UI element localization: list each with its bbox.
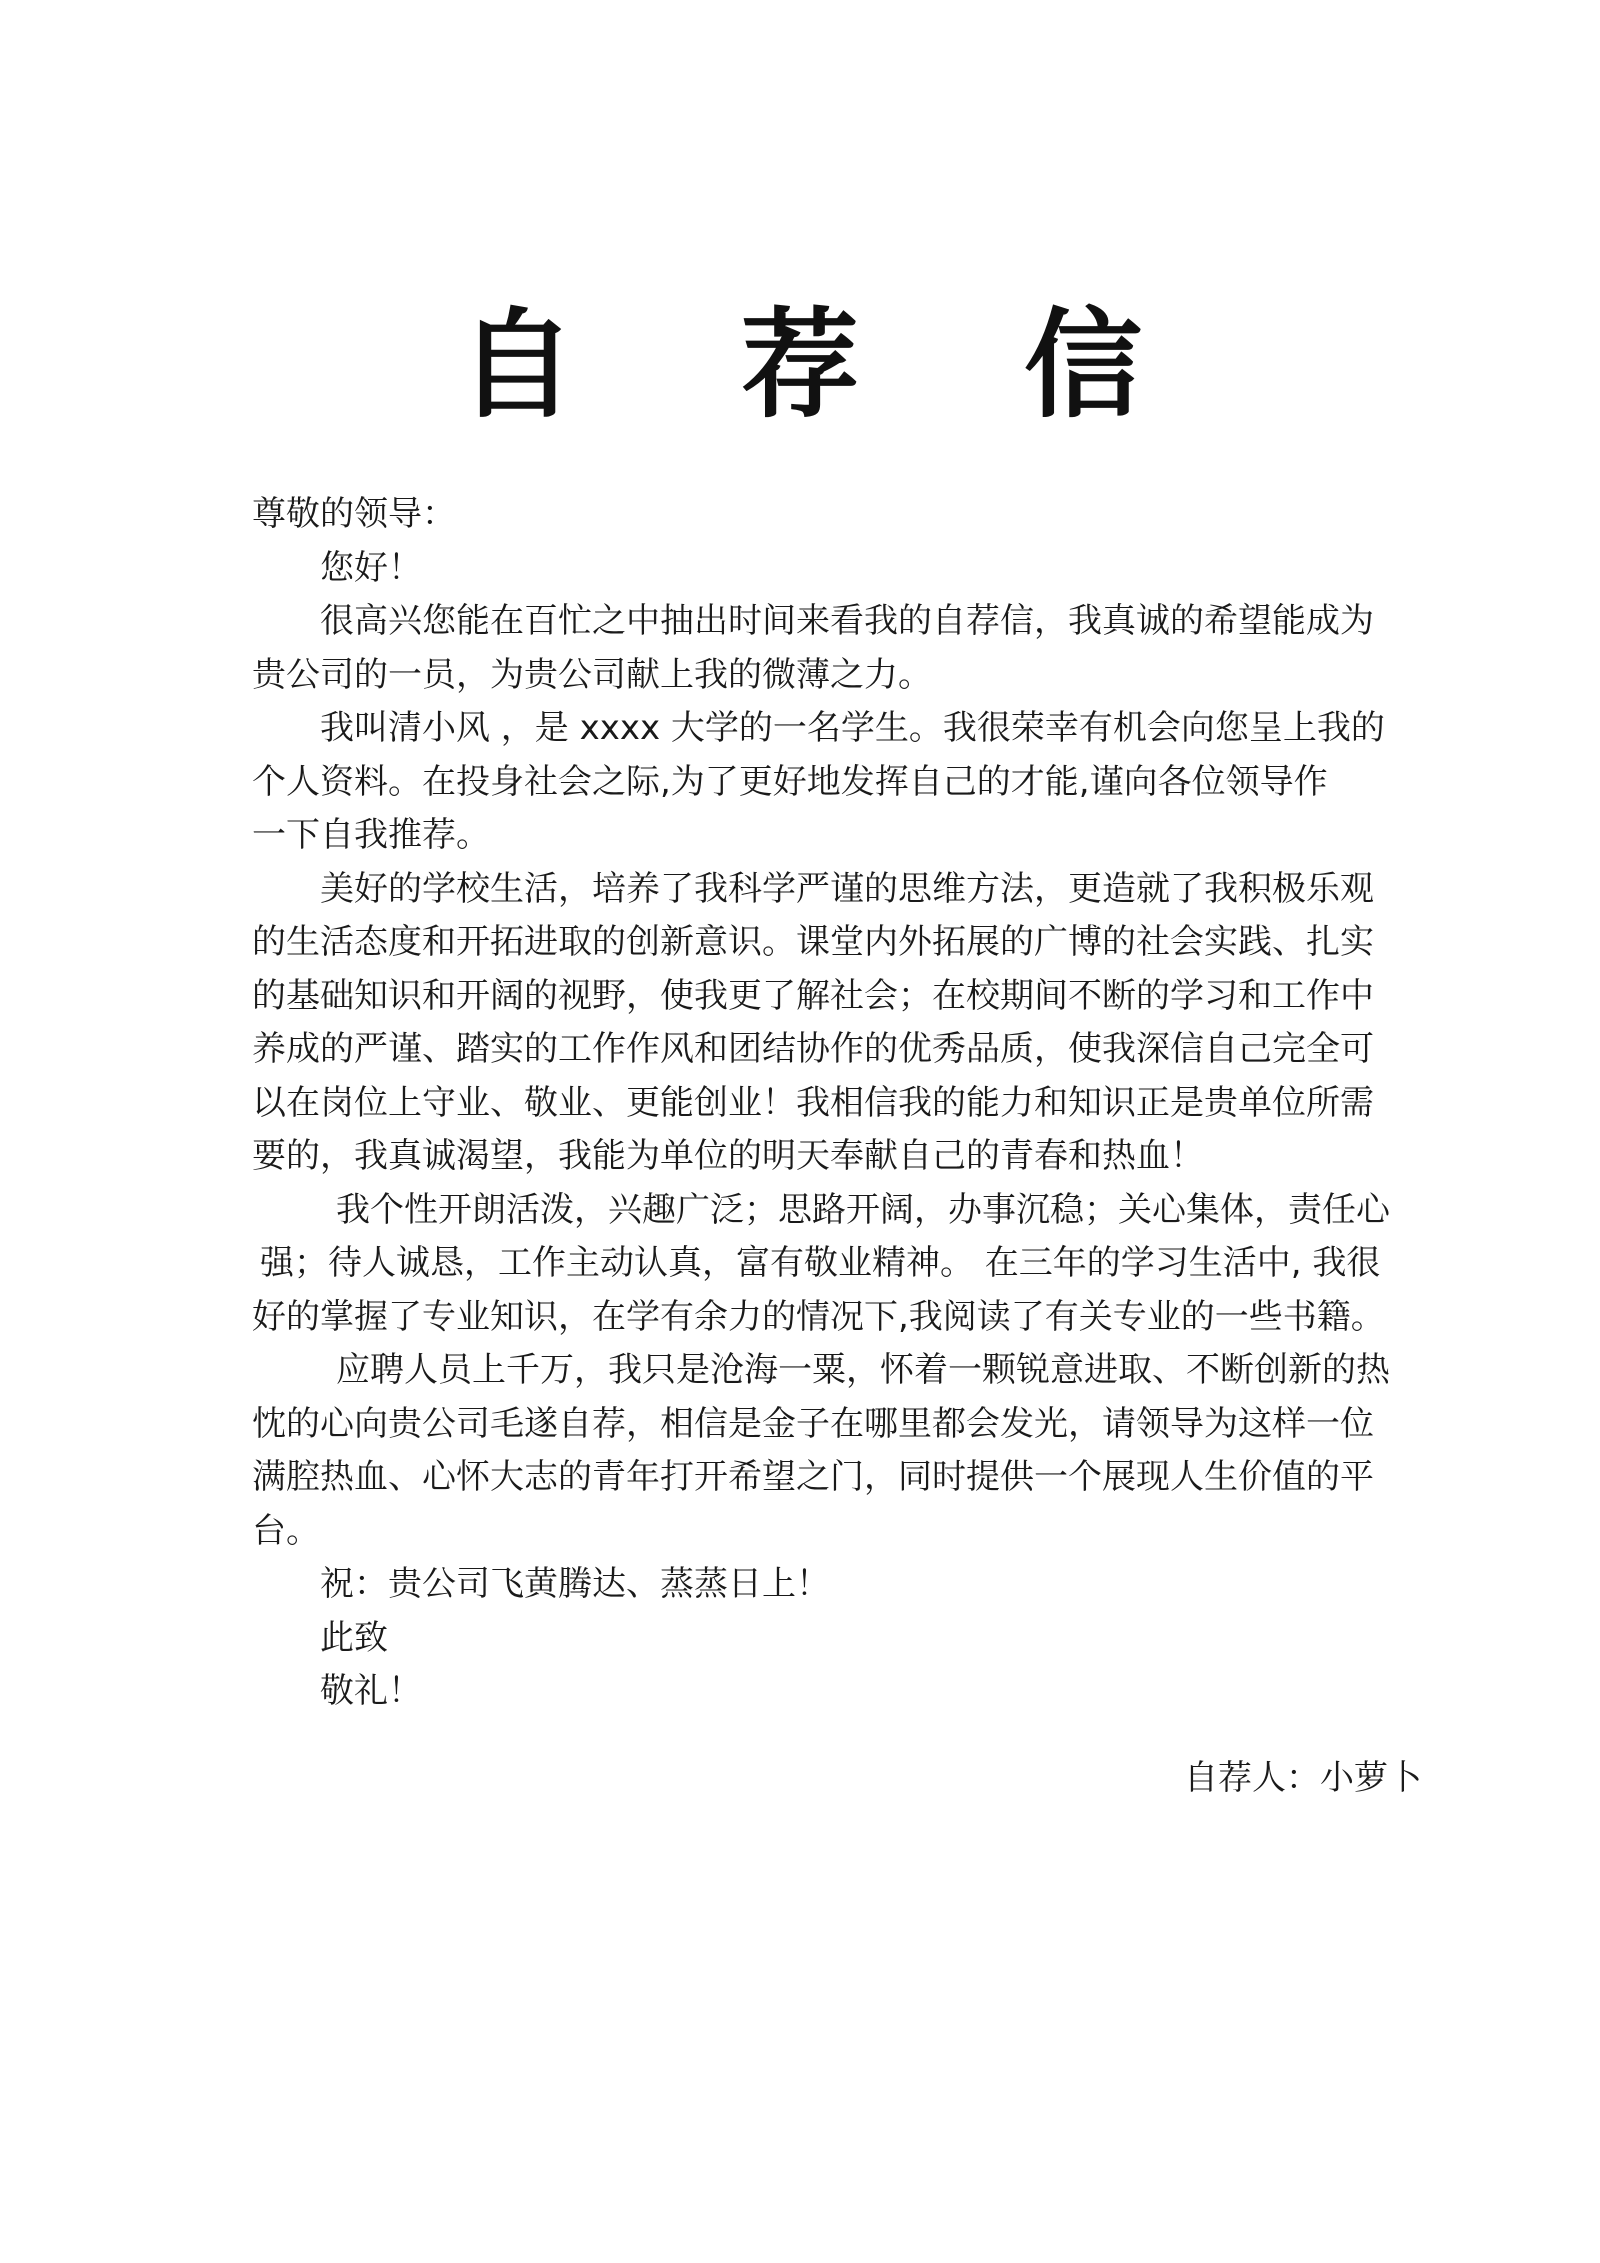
paragraph-line: 好的掌握了专业知识，在学有余力的情况下,我阅读了有关专业的一些书籍。 [252, 1296, 1385, 1337]
paragraph-line: 忱的心向贵公司毛遂自荐，相信是金子在哪里都会发光，请领导为这样一位 [252, 1403, 1374, 1444]
paragraph-line: 强；待人诚恳，工作主动认真，富有敬业精神。 在三年的学习生活中, 我很 [260, 1243, 1381, 1283]
paragraph-line: 要的，我真诚渴望，我能为单位的明天奉献自己的青春和热血！ [252, 1136, 1204, 1176]
letter-body [252, 488, 1422, 1719]
paragraph-line: 的基础知识和开阔的视野，使我更了解社会；在校期间不断的学习和工作中 [252, 975, 1374, 1016]
signature: 自荐人：小萝卜 [1184, 1758, 1422, 1798]
closing-regards-2: 敬礼！ [320, 1671, 422, 1711]
paragraph-line: 贵公司的一员，为贵公司献上我的微薄之力。 [252, 654, 932, 695]
closing-regards-1: 此致 [320, 1617, 388, 1658]
paragraph-line: 养成的严谨、踏实的工作作风和团结协作的优秀品质，使我深信自己完全可 [252, 1029, 1374, 1069]
closing-wish: 祝：贵公司飞黄腾达、蒸蒸日上！ [320, 1564, 830, 1604]
paragraph-line: 满腔热血、心怀大志的青年打开希望之门，同时提供一个展现人生价值的平 [252, 1457, 1374, 1497]
paragraph-line: 以在岗位上守业、敬业、更能创业！我相信我的能力和知识正是贵单位所需 [252, 1082, 1374, 1123]
paragraph-line: 我叫清小风 ，是 xxxx 大学的一名学生。我很荣幸有机会向您呈上我的 [320, 708, 1385, 748]
salutation: 尊敬的领导： [252, 494, 456, 534]
paragraph-line: 台。 [252, 1510, 320, 1551]
paragraph-line: 个人资料。在投身社会之际,为了更好地发挥自己的才能,谨向各位领导作 [252, 761, 1328, 802]
paragraph-line: 很高兴您能在百忙之中抽出时间来看我的自荐信，我真诚的希望能成为 [320, 601, 1374, 641]
greeting: 您好！ [320, 547, 422, 588]
paragraph-line: 美好的学校生活，培养了我科学严谨的思维方法，更造就了我积极乐观 [320, 868, 1374, 909]
paragraph-line: 应聘人员上千万，我只是沧海一粟，怀着一颗锐意进取、不断创新的热 [336, 1350, 1390, 1390]
page-title: 自 荐 信 [457, 296, 1205, 434]
paragraph-line: 的生活态度和开拓进取的创新意识。课堂内外拓展的广博的社会实践、扎实 [252, 922, 1374, 962]
paragraph-line: 一下自我推荐。 [252, 815, 490, 855]
paragraph-line: 我个性开朗活泼，兴趣广泛；思路开阔，办事沉稳；关心集体，责任心 [336, 1189, 1390, 1230]
